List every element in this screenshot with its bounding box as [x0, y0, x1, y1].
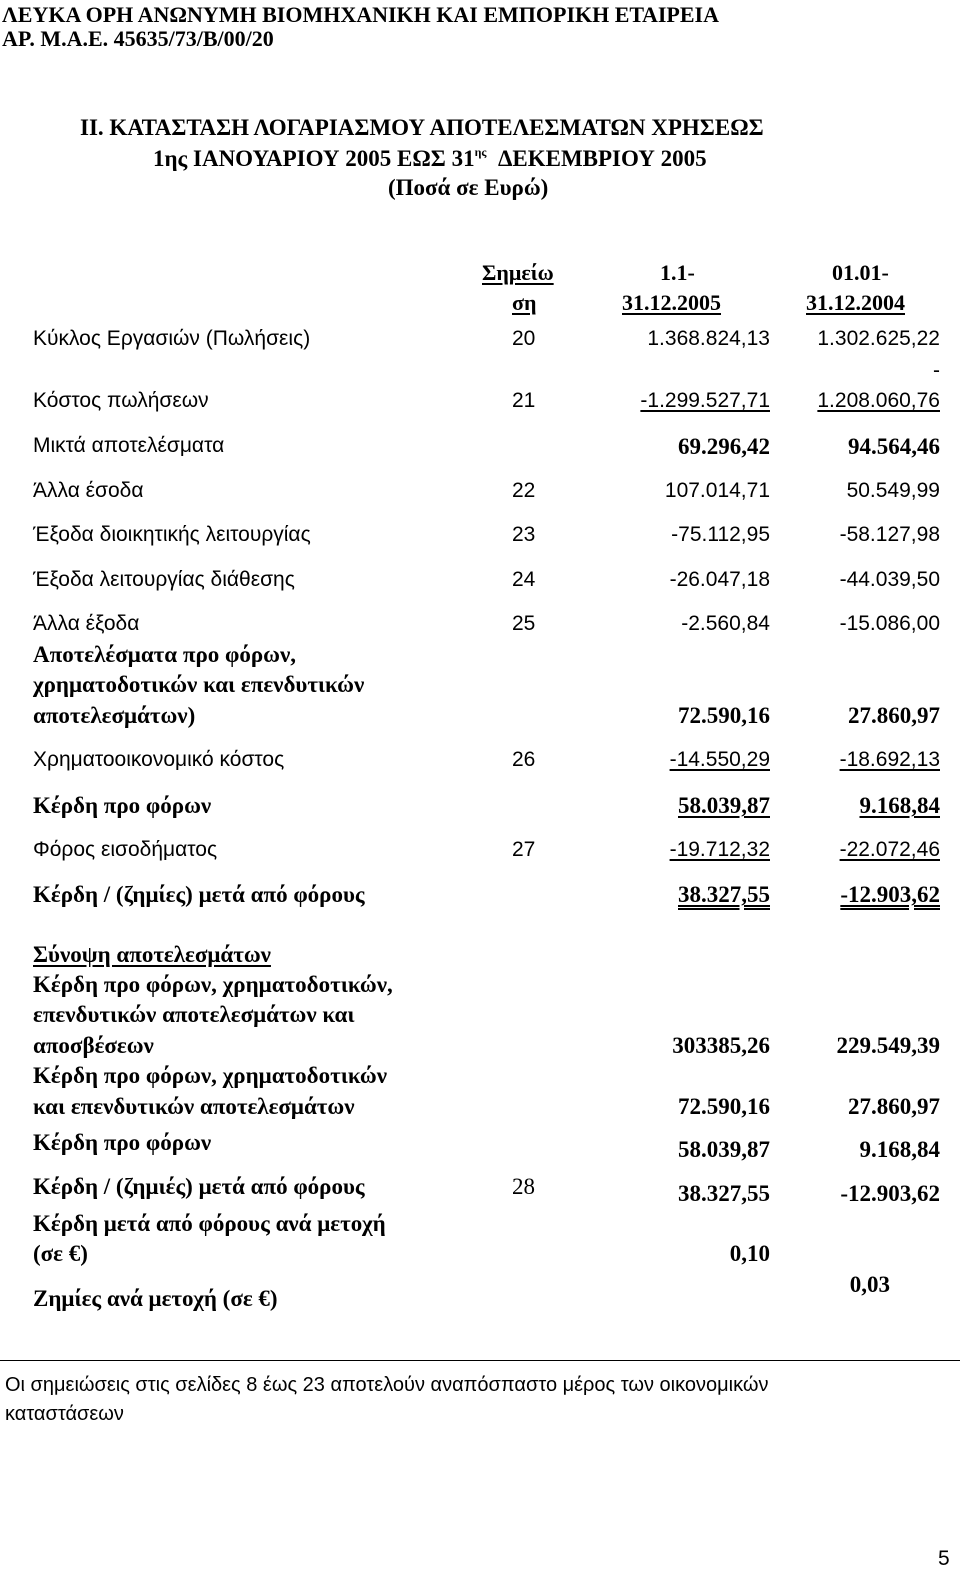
row-label-gross-profit: Μικτά αποτελέσματα	[33, 434, 225, 457]
row-2004-profit-before-tax: 9.168,84	[859, 793, 940, 818]
footer-divider	[0, 1360, 960, 1361]
row-2004-ebit: 27.860,97	[848, 703, 940, 728]
row-label-distribution-expenses: Έξοδα λειτουργίας διάθεσης	[33, 568, 295, 591]
col-2005-header-2: 31.12.2005	[622, 290, 721, 315]
row-2005-income-tax: -19.712,32	[669, 838, 770, 861]
footer-note-2: καταστάσεων	[5, 1403, 124, 1425]
row-2005-admin-expenses: -75.112,95	[671, 523, 770, 546]
summary-2004-ebitda: 229.549,39	[836, 1033, 940, 1058]
summary-2004-ebit: 27.860,97	[848, 1094, 940, 1119]
row-note-admin-expenses: 23	[512, 523, 536, 546]
row-2005-profit-before-tax: 58.039,87	[678, 793, 770, 818]
row-label-other-income: Άλλα έσοδα	[33, 479, 144, 502]
col-2004-header-2: 31.12.2004	[806, 290, 905, 315]
summary-label-ebitda-3: αποσβέσεων	[33, 1033, 154, 1058]
row-label-finance-cost: Χρηματοοικονομικό κόστος	[33, 748, 285, 771]
row-note-distribution-expenses: 24	[512, 568, 536, 591]
summary-label-ebitda-1: Κέρδη προ φόρων, χρηματοδοτικών,	[33, 972, 393, 997]
summary-2004-pat: -12.903,62	[840, 1181, 940, 1206]
row-label-ebit-1: Αποτελέσματα προ φόρων,	[33, 642, 296, 667]
summary-label-pat: Κέρδη / (ζημιές) μετά από φόρους	[33, 1174, 365, 1199]
summary-2005-eps: 0,10	[729, 1241, 770, 1266]
row-label-other-expenses: Άλλα έξοδα	[33, 612, 140, 635]
summary-label-eps-1: Κέρδη μετά από φόρους ανά μετοχή	[33, 1211, 386, 1236]
row-2005-profit-after-tax: 38.327,55	[678, 882, 770, 907]
company-registry: ΑΡ. Μ.Α.Ε. 45635/73/Β/00/20	[2, 26, 274, 51]
summary-label-pbt: Κέρδη προ φόρων	[33, 1130, 212, 1155]
summary-label-lps: Ζημίες ανά μετοχή (σε €)	[33, 1286, 278, 1311]
row-2005-other-expenses: -2.560,84	[681, 612, 770, 635]
row-note-turnover: 20	[512, 327, 536, 350]
period-end: ΔΕΚΕΜΒΡΙΟΥ 2005	[497, 146, 707, 171]
row-label-ebit-2: χρηματοδοτικών και επενδυτικών	[33, 672, 365, 697]
row-2005-distribution-expenses: -26.047,18	[669, 568, 770, 591]
company-name: ΛΕΥΚΑ ΟΡΗ ΑΝΩΝΥΜΗ ΒΙΟΜΗΧΑΝΙΚΗ ΚΑΙ ΕΜΠΟΡΙΚΗ ΕΤΑΙΡΕΙΑ	[2, 2, 719, 27]
row-note-income-tax: 27	[512, 838, 536, 861]
row-2004-turnover: 1.302.625,22	[817, 327, 940, 350]
row-2004-admin-expenses: -58.127,98	[839, 523, 940, 546]
row-2004-other-expenses: -15.086,00	[839, 612, 940, 635]
row-2005-finance-cost: -14.550,29	[669, 748, 770, 771]
row-label-profit-after-tax: Κέρδη / (ζημίες) μετά από φόρους	[33, 882, 365, 907]
period-start: 1ης ΙΑΝΟΥΑΡΙΟΥ 2005 ΕΩΣ 31	[153, 146, 475, 171]
col-2004-header-1: 01.01-	[832, 260, 889, 285]
summary-2005-ebitda: 303385,26	[672, 1033, 770, 1058]
row-2004-gross-profit: 94.564,46	[848, 434, 940, 459]
col-note-header-1: Σημείω	[482, 260, 554, 285]
row-note-other-expenses: 25	[512, 612, 536, 635]
statement-period	[153, 146, 707, 170]
footer-note-1: Οι σημειώσεις στις σελίδες 8 έως 23 αποτελούν αναπόσπαστο μέρος των οικονομικών	[5, 1374, 769, 1396]
row-label-profit-before-tax: Κέρδη προ φόρων	[33, 793, 212, 818]
row-note-other-income: 22	[512, 479, 536, 502]
row-2005-cost-of-sales: -1.299.527,71	[640, 389, 770, 412]
summary-2005-pbt: 58.039,87	[678, 1137, 770, 1162]
row-2004-distribution-expenses: -44.039,50	[839, 568, 940, 591]
row-label-cost-of-sales: Κόστος πωλήσεων	[33, 389, 209, 412]
row-2004-profit-after-tax: -12.903,62	[840, 882, 940, 907]
summary-heading: Σύνοψη αποτελεσμάτων	[33, 942, 271, 967]
row-label-ebit-3: αποτελεσμάτων)	[33, 703, 196, 728]
row-2005-gross-profit: 69.296,42	[678, 434, 770, 459]
row-2005-ebit: 72.590,16	[678, 703, 770, 728]
statement-title: ΙΙ. ΚΑΤΑΣΤΑΣΗ ΛΟΓΑΡΙΑΣΜΟΥ ΑΠΟΤΕΛΕΣΜΑΤΩΝ ΧΡΗΣΕΩΣ	[80, 115, 764, 140]
summary-2005-pat: 38.327,55	[678, 1181, 770, 1206]
summary-label-ebitda-2: επενδυτικών αποτελεσμάτων και	[33, 1002, 355, 1027]
row-2004-other-income: 50.549,99	[846, 479, 940, 502]
summary-2004-pbt: 9.168,84	[859, 1137, 940, 1162]
summary-label-ebit-2: και επενδυτικών αποτελεσμάτων	[33, 1094, 355, 1119]
row-note-cost-of-sales: 21	[512, 389, 536, 412]
row-2004-cost-of-sales: 1.208.060,76	[817, 389, 940, 412]
col-note-header-2: ση	[512, 290, 537, 315]
summary-note-pat: 28	[512, 1174, 535, 1199]
row-label-income-tax: Φόρος εισοδήματος	[33, 838, 218, 861]
row-label-turnover: Κύκλος Εργασιών (Πωλήσεις)	[33, 327, 311, 350]
row-note-finance-cost: 26	[512, 748, 536, 771]
summary-label-eps-2: (σε €)	[33, 1241, 88, 1266]
row-2004-income-tax: -22.072,46	[839, 838, 940, 861]
summary-2004-lps: 0,03	[849, 1272, 890, 1297]
summary-label-ebit-1: Κέρδη προ φόρων, χρηματοδοτικών	[33, 1063, 388, 1088]
period-sup: ης	[474, 145, 487, 159]
statement-currency: (Ποσά σε Ευρώ)	[388, 175, 549, 200]
row-2005-other-income: 107.014,71	[664, 479, 770, 502]
summary-2005-ebit: 72.590,16	[678, 1094, 770, 1119]
row-2005-turnover: 1.368.824,13	[647, 327, 770, 350]
row-2004-cost-of-sales-dash: -	[933, 359, 940, 382]
col-2005-header-1: 1.1-	[660, 260, 695, 285]
row-label-admin-expenses: Έξοδα διοικητικής λειτουργίας	[33, 523, 311, 546]
page-number: 5	[938, 1547, 950, 1570]
row-2004-finance-cost: -18.692,13	[839, 748, 940, 771]
